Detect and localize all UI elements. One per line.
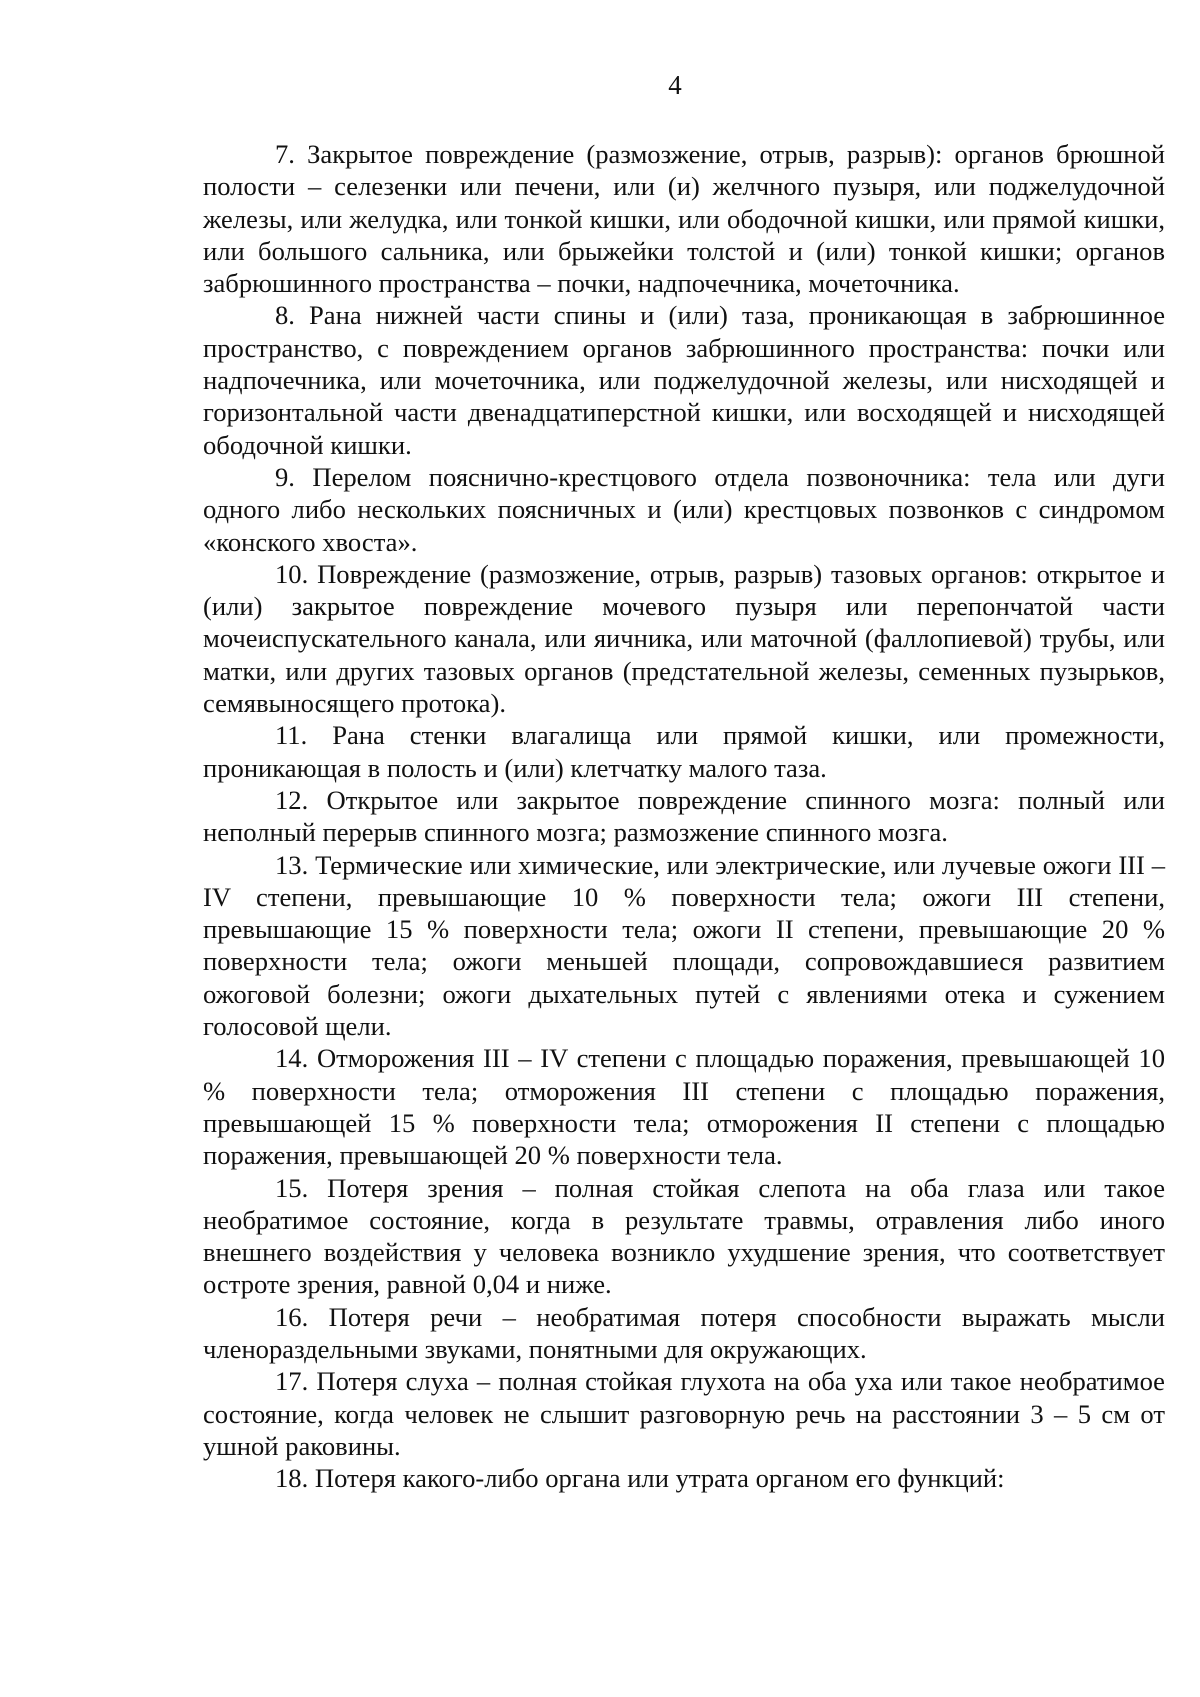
paragraph-item-12: 12. Открытое или закрытое повреждение спинного мозга: полный или неполный перерыв спинного мозга; размозжение спинного мозга. (203, 784, 1165, 848)
paragraph-item-9: 9. Перелом пояснично-крестцового отдела позвоночника: тела или дуги одного либо нескольких поясничных и (или) крестцовых позвонков с синдромом «конского хвоста». (203, 461, 1165, 557)
page-number: 4 (668, 70, 682, 100)
paragraph-item-14: 14. Отморожения III – IV степени с площадью поражения, превышающей 10 % поверхности тела; отморожения III степени с площадью поражения, превышающей 15 % поверхности тела; отморожения II степени с площадью поражения, превышающей 20 % поверхности тела. (203, 1043, 1165, 1171)
paragraph-item-16: 16. Потеря речи – необратимая потеря способности выражать мысли членораздельными звуками, понятными для окружающих. (203, 1301, 1165, 1364)
paragraph-item-13: 13. Термические или химические, или электрические, или лучевые ожоги III – IV степени, превышающие 10 % поверхности тела; ожоги III степени, превышающие 15 % поверхности тела; ожоги II степени, превышающие 20 % поверхности тела; ожоги меньшей площади, сопровождавшиеся развитием ожоговой болезни; ожоги дыхательных путей с явлениями отека и сужением голосовой щели. (203, 849, 1165, 1042)
document-body (203, 138, 1165, 1494)
paragraph-item-18: 18. Потеря какого-либо органа или утрата органом его функций: (275, 1463, 1005, 1494)
paragraph-item-7: 7. Закрытое повреждение (размозжение, отрыв, разрыв): органов брюшной полости – селезенки или печени, или (и) желчного пузыря, или поджелудочной железы, или желудка, или тонкой кишки, или ободочной кишки, или прямой кишки, или большого сальника, или брыжейки толстой и (или) тонкой кишки; органов забрюшинного пространства – почки, надпочечника, мочеточника. (203, 139, 1165, 299)
paragraph-item-15: 15. Потеря зрения – полная стойкая слепота на оба глаза или такое необратимое состояние, когда в результате травмы, отравления либо иного внешнего воздействия у человека возникло ухудшение зрения, что соответствует остроте зрения, равной 0,04 и ниже. (203, 1172, 1165, 1300)
paragraph-item-8: 8. Рана нижней части спины и (или) таза, проникающая в забрюшинное пространство, с повреждением органов забрюшинного пространства: почки или надпочечника, или мочеточника, или поджелудочной железы, или нисходящей и горизонтальной части двенадцатиперстной кишки, или восходящей и нисходящей ободочной кишки. (203, 300, 1165, 460)
paragraph-item-17: 17. Потеря слуха – полная стойкая глухота на оба уха или такое необратимое состояние, когда человек не слышит разговорную речь на расстоянии 3 – 5 см от ушной раковины. (203, 1366, 1165, 1461)
paragraph-item-10: 10. Повреждение (размозжение, отрыв, разрыв) тазовых органов: открытое и (или) закрытое повреждение мочевого пузыря или перепончатой части мочеиспускательного канала, или яичника, или маточной (фаллопиевой) трубы, или матки, или других тазовых органов (предстательной железы, семенных пузырьков, семявыносящего протока). (203, 558, 1165, 719)
paragraph-item-11: 11. Рана стенки влагалища или прямой кишки, или промежности, проникающая в полость и (или) клетчатку малого таза. (203, 720, 1165, 783)
